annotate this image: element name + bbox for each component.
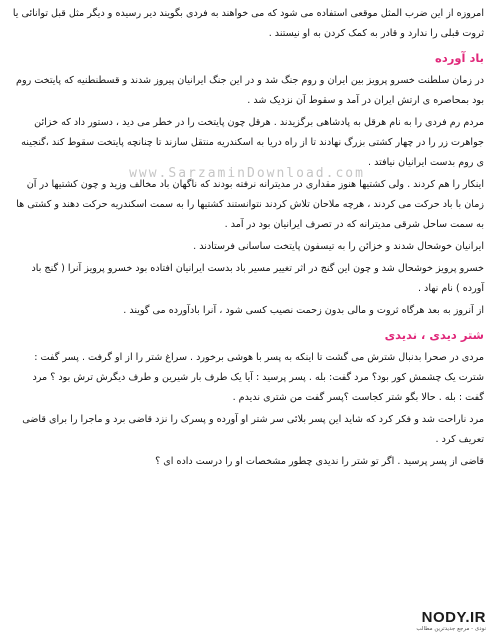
paragraph: مردی در صحرا بدنبال شترش می گشت تا اینکه به پسر با هوشی برخورد . سراغ شتر را از او گرفت . پسر گفت : شترت یک چشمش کور بود؟ مرد گفت: بله . پسر پرسید : آیا یک طرف بار شیرین و طرف دیگرش ترش بود ؟ مرد گفت : بله . حالا بگو شتر کجاست ؟پسر گفت من شتری ندیدم .: [32, 352, 484, 403]
paragraph: از آنروز به بعد هرگاه ثروت و مالی بدون زحمت نصیب کسی شود ، آنرا بادآورده می گویند .: [123, 305, 484, 316]
document-body: [12, 4, 484, 610]
paragraph: قاضی از پسر پرسید . اگر تو شتر را ندیدی چطور مشخصات او را درست داده ای ؟: [155, 456, 484, 467]
paragraph: اینکار را هم کردند . ولی کشتیها هنوز مقداری در مدیترانه نرفته بودند که ناگهان باد مخالف وزید و چون کشتیها در آن زمان با باد حرکت می کردند ، هرچه ملاحان تلاش کردند نتوانستند کشتیها را به سمت اسکندریه حرکت دهند و کشتی ها به سمت ساحل شرقی مدیترانه که در تصرف ایرانیان بود در آمد .: [16, 179, 484, 230]
paragraph: خسرو پرویز خوشحال شد و چون این گنج در اثر تغییر مسیر باد بدست ایرانیان افتاده بود خسرو پرویز آنرا ( گنج باد آورده ) نام نهاد .: [31, 263, 484, 294]
logo-subtitle: نودی - مرجع جدیدترین مطالب: [416, 626, 486, 632]
site-logo: [402, 609, 486, 637]
section-heading-bad-avardeh: باد آورده: [435, 51, 484, 65]
logo-text: NODY.IR: [421, 609, 486, 626]
paragraph: ایرانیان خوشحال شدند و خزائن را به تیسفون پایتخت ساسانی فرستادند .: [193, 241, 484, 252]
section-heading-shotor-didi: شتر دیدی ، ندیدی: [384, 328, 484, 342]
paragraph: مردم رم فردی را به نام هرقل به پادشاهی برگزیدند . هرقل چون پایتخت را در خطر می دید ، دستور داد که خزائن جواهرت زر را در چهار کشتی بزرگ نهادند تا از راه دریا به اسکندریه منتقل سازند تا چنانچه پایتخت سقوط کند ،گنجینه ی روم بدست ایرانیان نیافتد .: [21, 117, 484, 168]
paragraph: امروزه از این ضرب المثل موقعی استفاده می شود که می خواهند به فردی بگویند دیر رسیده و دیگر مثل قبل توانائی یا ثروت قبلی را ندارد و قادر به کمک کردن به او نیستند .: [12, 8, 484, 39]
paragraph: مرد ناراحت شد و فکر کرد که شاید این پسر بلائی سر شتر او آورده و پسرک را نزد قاضی برد و ماجرا را برای قاضی تعریف کرد .: [22, 414, 484, 445]
watermark-text: www.SarzaminDownload.com: [129, 166, 365, 181]
paragraph: در زمان سلطنت خسرو پرویز بین ایران و روم جنگ شد و در این جنگ ایرانیان پیروز شدند و قسطنطنیه که پایتخت روم بود بمحاصره ی ارتش ایران در آمد و سقوط آن نزدیک شد .: [16, 75, 484, 106]
